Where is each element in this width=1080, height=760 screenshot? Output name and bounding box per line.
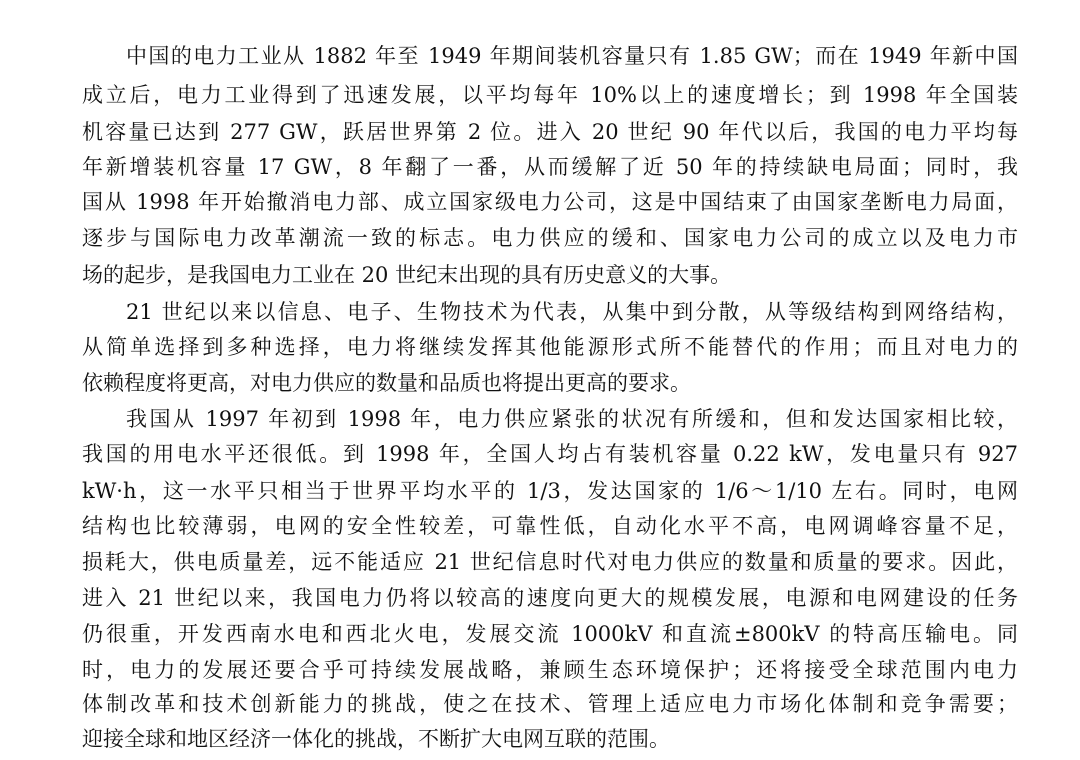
paragraph-line: 损耗大，供电质量差，远不能适应 21 世纪信息时代对电力供应的数量和质量的要求。因此， bbox=[82, 550, 1018, 574]
paragraph-line: 我国从 1997 年初到 1998 年，电力供应紧张的状况有所缓和，但和发达国家相比较， bbox=[126, 407, 1018, 431]
paragraph-line: 场的起步，是我国电力工业在 20 世纪末出现的具有历史意义的大事。 bbox=[82, 263, 732, 287]
paragraph-line: kW·h，这一水平只相当于世界平均水平的 1/3，发达国家的 1/6～1/10 左右。同时，电网 bbox=[82, 479, 1018, 503]
paragraph-line: 时，电力的发展还要合乎可持续发展战略，兼顾生态环境保护；还将接受全球范围内电力 bbox=[82, 658, 1018, 682]
paragraph-line: 机容量已达到 277 GW，跃居世界第 2 位。进入 20 世纪 90 年代以后，我国的电力平均每 bbox=[82, 120, 1018, 144]
paragraph-line: 结构也比较薄弱，电网的安全性较差，可靠性低，自动化水平不高，电网调峰容量不足， bbox=[82, 514, 1018, 538]
paragraph-line: 仍很重，开发西南水电和西北火电，发展交流 1000kV 和直流±800kV 的特高压输电。同 bbox=[82, 622, 1018, 646]
paragraph-line: 国从 1998 年开始撤消电力部、成立国家级电力公司，这是中国结束了由国家垄断电力局面， bbox=[82, 190, 1018, 214]
paragraph-line: 成立后，电力工业得到了迅速发展，以平均每年 10%以上的速度增长；到 1998 年全国装 bbox=[82, 83, 1018, 107]
paragraph-line: 年新增装机容量 17 GW，8 年翻了一番，从而缓解了近 50 年的持续缺电局面；同时，我 bbox=[82, 155, 1018, 179]
paragraph-line: 迎接全球和地区经济一体化的挑战，不断扩大电网互联的范围。 bbox=[82, 727, 670, 751]
paragraph-line: 体制改革和技术创新能力的挑战，使之在技术、管理上适应电力市场化体制和竞争需要； bbox=[82, 692, 1018, 716]
paragraph-line: 我国的用电水平还很低。到 1998 年，全国人均占有装机容量 0.22 kW，发电量只有 927 bbox=[82, 442, 1018, 466]
paragraph-line: 21 世纪以来以信息、电子、生物技术为代表，从集中到分散，从等级结构到网络结构， bbox=[126, 300, 1018, 324]
paragraph-line: 中国的电力工业从 1882 年至 1949 年期间装机容量只有 1.85 GW；而在 1949 年新中国 bbox=[126, 44, 1018, 68]
paragraph-line: 进入 21 世纪以来，我国电力仍将以较高的速度向更大的规模发展，电源和电网建设的任务 bbox=[82, 586, 1018, 610]
paragraph-line: 从简单选择到多种选择，电力将继续发挥其他能源形式所不能替代的作用；而且对电力的 bbox=[82, 335, 1018, 359]
paragraph-line: 依赖程度将更高，对电力供应的数量和品质也将提出更高的要求。 bbox=[82, 371, 691, 395]
paragraph-line: 逐步与国际电力改革潮流一致的标志。电力供应的缓和、国家电力公司的成立以及电力市 bbox=[82, 226, 1018, 250]
